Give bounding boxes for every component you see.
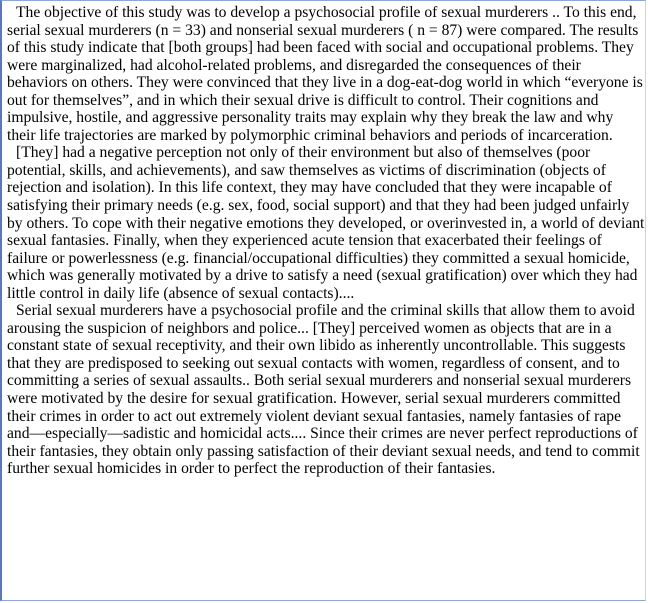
paragraph-2: [They] had a negative perception not only of their environment but also of themselves (poor potential, skills, and achievements), and saw themselves as victims of discrimination (objects of rejection and isolation). In this life context, they may have concluded that they were incapable of satisfying their primary needs (e.g. sex, food, social support) and that they had been judged unfairly by others. To cope with their negative emotions they developed, or overinvested in, a world of deviant sexual fantasies. Finally, when they experienced acute tension that exacerbated their feelings of failure or powerlessness (e.g. financial/occupational difficulties) they committed a sexual homicide, which was generally motivated by a drive to satisfy a need (sexual gratification) over which they had little control in daily life (absence of sexual contacts).... — [7, 144, 645, 302]
paragraph-1: The objective of this study was to develop a psychosocial profile of sexual murderers .. To this end, serial sexual murderers (n = 33) and nonserial sexual murderers ( n = 87) were compared. The results of this study indicate that [both groups] had been faced with social and occupational problems. They were marginalized, had alcohol-related problems, and disregarded the consequences of their behaviors on others. They were convinced that they live in a dog-eat-dog world in which “everyone is out for themselves”, and in which their sexual drive is difficult to control. Their cognitions and impulsive, hostile, and aggressive personality traits may explain why they break the law and why their life trajectories are marked by polymorphic criminal behaviors and periods of incarceration. — [7, 4, 643, 144]
document-body — [7, 4, 645, 478]
paragraph-3: Serial sexual murderers have a psychosocial profile and the criminal skills that allow them to avoid arousing the suspicion of neighbors and police... [They] perceived women as objects that are in a constant state of sexual receptivity, and their own libido as inherently uncontrollable. This suggests that they are predisposed to seeking out sexual contacts with women, regardless of consent, and to committing a series of sexual assaults.. Both serial sexual murderers and nonserial sexual murderers were motivated by the desire for sexual gratification. However, serial sexual murderers committed their crimes in order to act out extremely violent deviant sexual fantasies, namely fantasies of rape and—especially—sadistic and homicidal acts.... Since their crimes are never perfect reproductions of their fantasies, they obtain only passing satisfaction of their deviant sexual needs, and tend to commit further sexual homicides in order to perfect the reproduction of their fantasies. — [7, 302, 640, 478]
